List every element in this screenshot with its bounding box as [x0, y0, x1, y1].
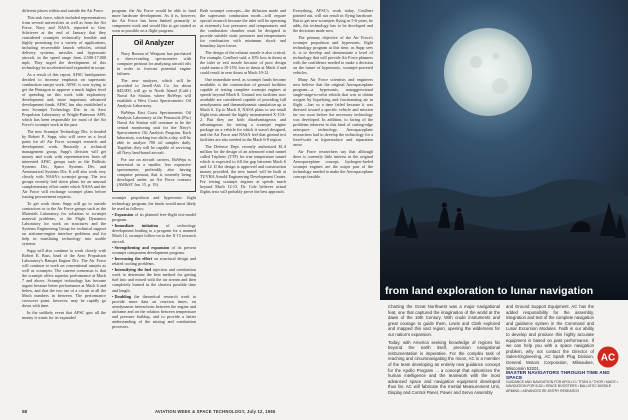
bullet-item [112, 212, 196, 222]
article-column-4 [293, 8, 373, 181]
paragraph: program, the Air Force would be able to fund more hardware development. As it is, however, the Air Force has been limited primarily to component work and would like to get started as soon as possible on a flight program. [112, 8, 196, 34]
paragraph: To get work done, Supp will go to outside contractors or to the Air Force groups such as the Materials Laboratory for solutions to scramjet material problems, or the Flight Dynamics Laboratory for work on structures and the Systems Engineering Group for technical support on airframe-engine interface problems and for help in translating technology into usable systems. [22, 200, 106, 247]
moon-crater [492, 78, 508, 94]
sidebar-paragraph: BuWeps East Coast Spectrometric Oil Analysis Laboratory at the Pensacola (Fla.) Naval Air Station will continue to be the central monitoring unit for the Navy's Spectrometric Oil Analysis Program. Each laboratory, working two shifts a day, will be able to analyze 700 oil samples daily. Together, they will be capable of servicing all Navy land-based aircraft. [117, 109, 191, 156]
paragraph: Supp will also continue to work closely with Robert E. Bass, head of the Aero Propulsion Laboratory's Ramjet Engine Div. The Air Force will continue to work on conventional ramjets as well as scramjets. The current consensus is that the scramjet offers superior performance at Mach 7 and above. Scramjet technology has become urgent because better performance at Mach 6 and below, and that the two are of a circuit at all the Mach numbers in between. The performance crossover point, however, may be rapidly go down with time. [22, 247, 106, 309]
bullet-item [112, 294, 196, 329]
ad-paragraph: Charting the Great Northwest was a major navigational feat, one that captured the imagination of the world at the dawn of the 19th Century. With crude instruments and great courage to guide them, Lewis and Clark explored and mapped this vast region, opening the wilderness for our nation's expansion. [388, 304, 500, 337]
ad-paragraph: Today, with America seeking knowledge of regions far beyond the earth itself, precision navigational instrumentation is imperative. For the complex task of reaching and circumnavigating the moon, AC is a member of the team developing an entirely new guidance concept for the Apollo Program ... a concept that epitomizes the human intelligence and the teamwork with the most advanced space and navigation equipment developed thus far. AC will fabricate the Inertial Measurement Unit, Display and Control Panel, Power and Servo Assembly [388, 339, 500, 395]
article-column-2 [112, 8, 196, 330]
paragraph: One immediate need, as scramjet funds become available, is the construction of ground facilities capable of testing complete scramjet engines at speeds beyond Mach 8. Ground test facilities now available are considered capable of providing full aerodynamic and thermodynamic simulation up to Mach 6. Up to Mach 8, NASA plans to use small flight tests aboard the highly instrumented X-15A-2. But they are both disadvantageous and advantageous for testing a scramjet engine package on a vehicle for which it wasn't designed, and the Air Force and NASA feel that ground test facilities are also needed in the Mach 6-8 region. [200, 76, 286, 143]
paragraph: different places within and outside the Air Force. [22, 8, 105, 13]
bullet-item [112, 245, 196, 255]
page-number: 58 [22, 409, 28, 414]
bullet-text: of its planned free-flight test-model program. [112, 212, 196, 223]
paragraph: As a result of this report, AFSC headquarters decided to increase emphasis on supersonic combustion ramjet work. AFSC is now trying to get the Pentagon to approve a much higher level of spending on this work with exploratory development and, more important, advanced development funds. AFSC has also established a new Scramjet Technology Div. in its Aero Propulsion Laboratory at Wright-Patterson AFB, which has been responsible for most of the Air Force's scramjet work in the past. [22, 71, 106, 128]
paragraph: The new Scramjet Technology Div. is headed by Robert E. Supp, who will serve as a focal point for all Air Force scramjet research and development work. Basically a technical management group, Supp's division will get money and work with representatives from all interested AFSC groups such as the Ballistic Systems Div., Space Systems Div. and Aeronautical Systems Div. It will also work very closely with NASA's scramjet group. The two groups recently laid down plans for an unusual complementary effort under which NASA and the Air Force will exchange scramjet plans before issuing procurement requests. [22, 128, 106, 200]
sidebar-paragraph: The new analyzer, which will be provided to Jarrell-Ash Co. for about $45,000, will go to North Island (Calif.) Naval Air Station, where BuWeps will establish a West Coast Spectrometric Oil Analysis Laboratory. [117, 77, 191, 109]
magazine-footer: AVIATION WEEK & SPACE TECHNOLOGY, July 12, 1965 [155, 409, 276, 414]
bullet-lead: Expansion [114, 212, 134, 218]
paragraph: The primary objective of the Air Force's scramjet propulsion and hypersonic flight technology program at this time, as Supp sees it, is to develop and demonstrate a level of technology that will provide Air Force planners with the confidence needed to make a decision on the future of hypersonic, scramjet-powered vehicles. [293, 34, 373, 76]
paragraph: This task force, which included representatives from several universities as well as from the Air Force, Navy and NASA, reported to Gen. Schriever at the end of January that they considered scramjets technically feasible and highly promising for a variety of applications, including recoverable launch vehicles, orbital delivery systems, missiles and hypersonic aircraft, in the speed range from 2,500-17,000 mph. They urged the development of this technology be accelerated and expanded in scope. [22, 14, 106, 71]
moon-crater [493, 53, 500, 60]
bullet-lead: Intensifying the fuel [114, 267, 152, 273]
bullet-text: of technology development leading to a program for a manned Mach 12, scramjet follow-on to the X-15 research aircraft. [112, 223, 197, 244]
ad-illustration [380, 0, 628, 300]
article-column-1 [22, 8, 106, 321]
paragraph: Air Force researchers say that although there is currently little interest in the original Aerospaceplane concept, hydrogen-fueled scramjet engines are the major part of the technology needed to make the Aerospaceplane concept feasible. [293, 148, 373, 179]
paragraph: The design of the exhaust nozzle is also critical. For example, Coulbert said, a 10% loss in thrust at the inlet or exit nozzle because of poor design could mean a 10-15% loss in thrust at Mach 4 and could result in zero thrust at Mach 10-12. [200, 49, 286, 76]
paragraph: Many Air Force scientists and engineers now believe that the original Aerospaceplane program—a hypersonic, nonaggressional single-stage-to-orbit vehicle that was to obtain oxygen by liquefying and fractionating air in flight —has so a time failed because it was directed toward a specific vehicle and mission far too soon before the necessary technology was developed. In addition, to facing of the problems inherent in this kind of cutting-edge aerospace technology, Aerospaceplane researchers had to develop the technology for a fixed-scale at hypersurface and separation arose. [293, 76, 373, 148]
paragraph: The Defense Dept. recently authorized $1.4 million for the design of an advanced wind tunnel called Tripletec (TTF) for true temperature tunnel which is expected to fill the gap between Mach 6 and 12. If the design is approved and construction money provided, the new tunnel will be built at TUVHA Arnold Engineering Development Center. For testing scramjet engines at speeds much beyond Mach 12-15, Dr. Cole believes actual flights tests will probably prove the best approach. [200, 143, 286, 195]
ad-headline: from land exploration to lunar navigation [385, 285, 594, 297]
sidebar-title: Oil Analyzer [133, 40, 175, 48]
paragraph: Both scramjet concepts—the diffusion mode and the supersonic combustion mode—will require special research because the inlet will be operating at extremely low pressures and temperatures and the combustion chamber must be designed to provide suitable static pressures and temperatures for combustion with minimum shock and boundary layer losses. [200, 8, 286, 49]
sidebar-paragraph: For use on aircraft carriers, BuWeps is interested in a smaller, less expensive spectrometer, preferably also having computer printout, that is currently being developed under an Air Force contract (AW&ST Jan. 15, p. 19). [117, 156, 191, 187]
bullet-lead: Strengthening and expansion [114, 244, 170, 250]
ac-logo [597, 346, 619, 368]
funding-bullet-list [112, 212, 196, 329]
bullet-lead: Immediate initiation [114, 223, 159, 229]
ad-copy-left [388, 304, 500, 398]
sidebar-paragraph: Navy Bureau of Weapons has purchased a direct-reading spectrometer with computer printout for analyzing aircraft oils in order to forecast potential engine failures. [117, 51, 191, 77]
bullet-item [112, 223, 196, 243]
article-column-3 [200, 8, 286, 196]
bullet-lead: Increasing the effort [114, 256, 153, 262]
moon-crater [470, 56, 482, 68]
ad-paragraph: and Ground Support Equipment. AC has the added responsibility for the assembly, integration and test of the complete navigation and guidance system in the Command and Lunar Excursion Modules. Faith in our ability to develop and produce this highly accurate equipment is based on past performance. If we can help you with a space navigation problem, why not contact the Director of Sales-Engineering, AC Spark Plug Division, General Motors Corporation, Milwaukee, Wisconsin 53201. [506, 304, 594, 371]
ac-logo-text: AC [600, 352, 616, 364]
bullet-text: injection and combustion work to determine the best method for getting fuel into and mixed with the air stream and then completely burned in the shortest possible time and length. [112, 267, 196, 293]
oil-analyzer-sidebar [112, 35, 196, 192]
bullet-text: of its present scramjet component development program. [112, 244, 196, 255]
moonlit-expedition-illustration [380, 0, 628, 300]
ac-tagline: MASTER NAVIGATORS THROUGH TIME AND SPACE [506, 370, 610, 380]
ac-divisions: GUIDANCE AND NAVIGATION FOR APOLLO / TITAN II / THOR / MACE • NAVIGATION FOR B-52 • SPACE BOOSTERS • BALLISTIC MISSILE ARMING • ADVANCED RE-ENTRY RESEARCH [506, 380, 618, 393]
bullet-text: the theoretical research work to provide more data on reaction times, on aerodynamic interactions between the engine and airframe and on the relation between temperature and pressure buildup, and to provide a better understanding of the mixing and combustion processes. [112, 293, 196, 330]
bullet-lead: Doubling [114, 293, 131, 299]
bullet-item [112, 256, 196, 266]
moon [444, 28, 532, 116]
paragraph: Everything, AFSC's work today, Coulbert pointed out, will not result in flying hardware. But to get new scramjets flying as 5-6 years, he adds, the technology has to be developed and the decisions made now. [293, 8, 373, 34]
ad-copy-right [506, 304, 594, 373]
paragraph: scramjet propulsion and hypersonic flight technology program, the funds would most likely be used as follows: [112, 195, 196, 211]
bullet-item [112, 267, 196, 292]
bullet-text: on structural design and related cooling problems. [112, 256, 196, 267]
paragraph: In the unlikely event that AFSC gets all the money it wants for its expanded [22, 309, 106, 320]
